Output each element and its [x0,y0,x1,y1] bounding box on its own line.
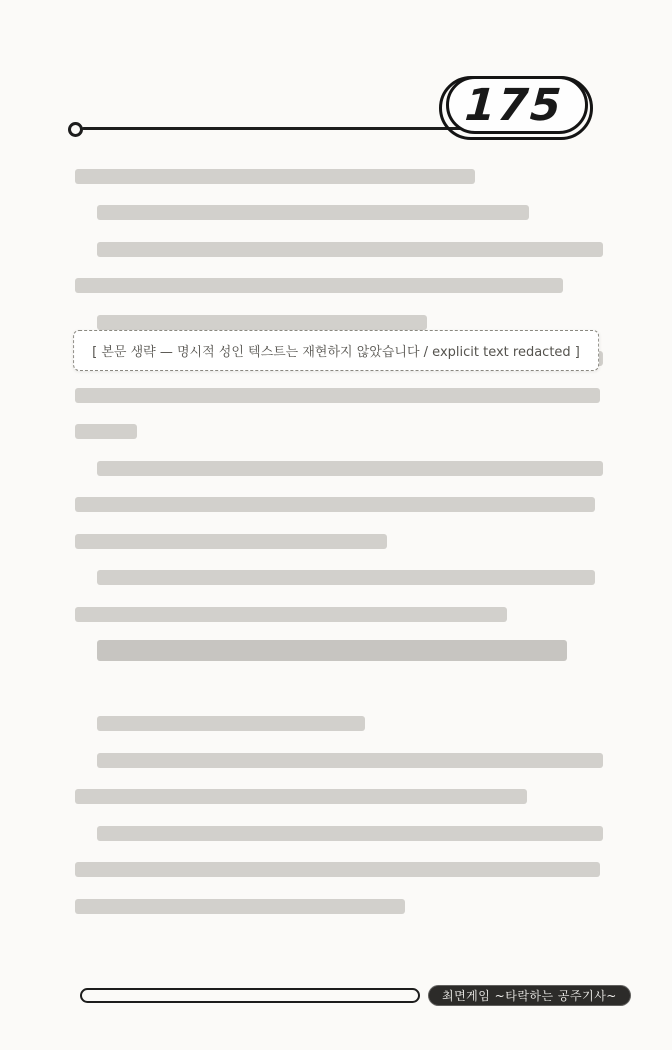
redacted-text-bar [75,899,405,914]
redacted-text-bar [75,388,600,403]
redacted-text-bar [75,497,595,512]
footer-rule [80,988,420,1003]
page-number-badge [446,76,588,134]
redacted-text-bar [75,169,475,184]
redacted-text-line [75,888,603,925]
redacted-text-line [75,706,603,743]
redacted-text-bar [75,278,563,293]
redacted-text-line [75,560,603,597]
redacted-text-bar [97,640,567,661]
header-ring-ornament [68,122,83,137]
redacted-text-line [75,377,603,414]
redacted-text-bar [75,534,387,549]
redacted-text-line [75,268,603,305]
redacted-text-line [75,158,603,195]
redacted-text-line [75,852,603,889]
redacted-text-line [75,414,603,451]
redacted-text-line [75,815,603,852]
redacted-text-line [75,231,603,268]
redacted-text-line [75,450,603,487]
redacted-text-bar [75,789,527,804]
redacted-text-bar [97,315,427,330]
redacted-text-bar [97,716,365,731]
redacted-text-bar [97,570,595,585]
redacted-text-bar [97,753,603,768]
redacted-text-line [75,596,603,633]
page-number: 175 [463,79,565,131]
series-title-badge [428,985,631,1006]
redaction-notice: [ 본문 생략 — 명시적 성인 텍스트는 재현하지 않았습니다 / explicit text redacted ] [73,330,599,371]
redacted-text-bar [97,461,603,476]
redacted-text-bar [97,826,603,841]
redacted-text-line [75,195,603,232]
redacted-text-line [75,779,603,816]
series-title: 최면게임 ~타락하는 공주기사~ [442,989,617,1003]
redacted-text-line [75,669,603,706]
redacted-text-bar [75,862,600,877]
header-rule [82,127,470,130]
redacted-text-bar [75,424,137,439]
body-text-redacted [75,158,603,930]
redacted-text-bar [97,242,603,257]
redacted-text-line [75,523,603,560]
redacted-text-line [75,633,603,670]
redacted-text-bar [97,205,529,220]
redacted-text-bar [75,607,507,622]
redacted-text-line [75,742,603,779]
redacted-text-line [75,487,603,524]
